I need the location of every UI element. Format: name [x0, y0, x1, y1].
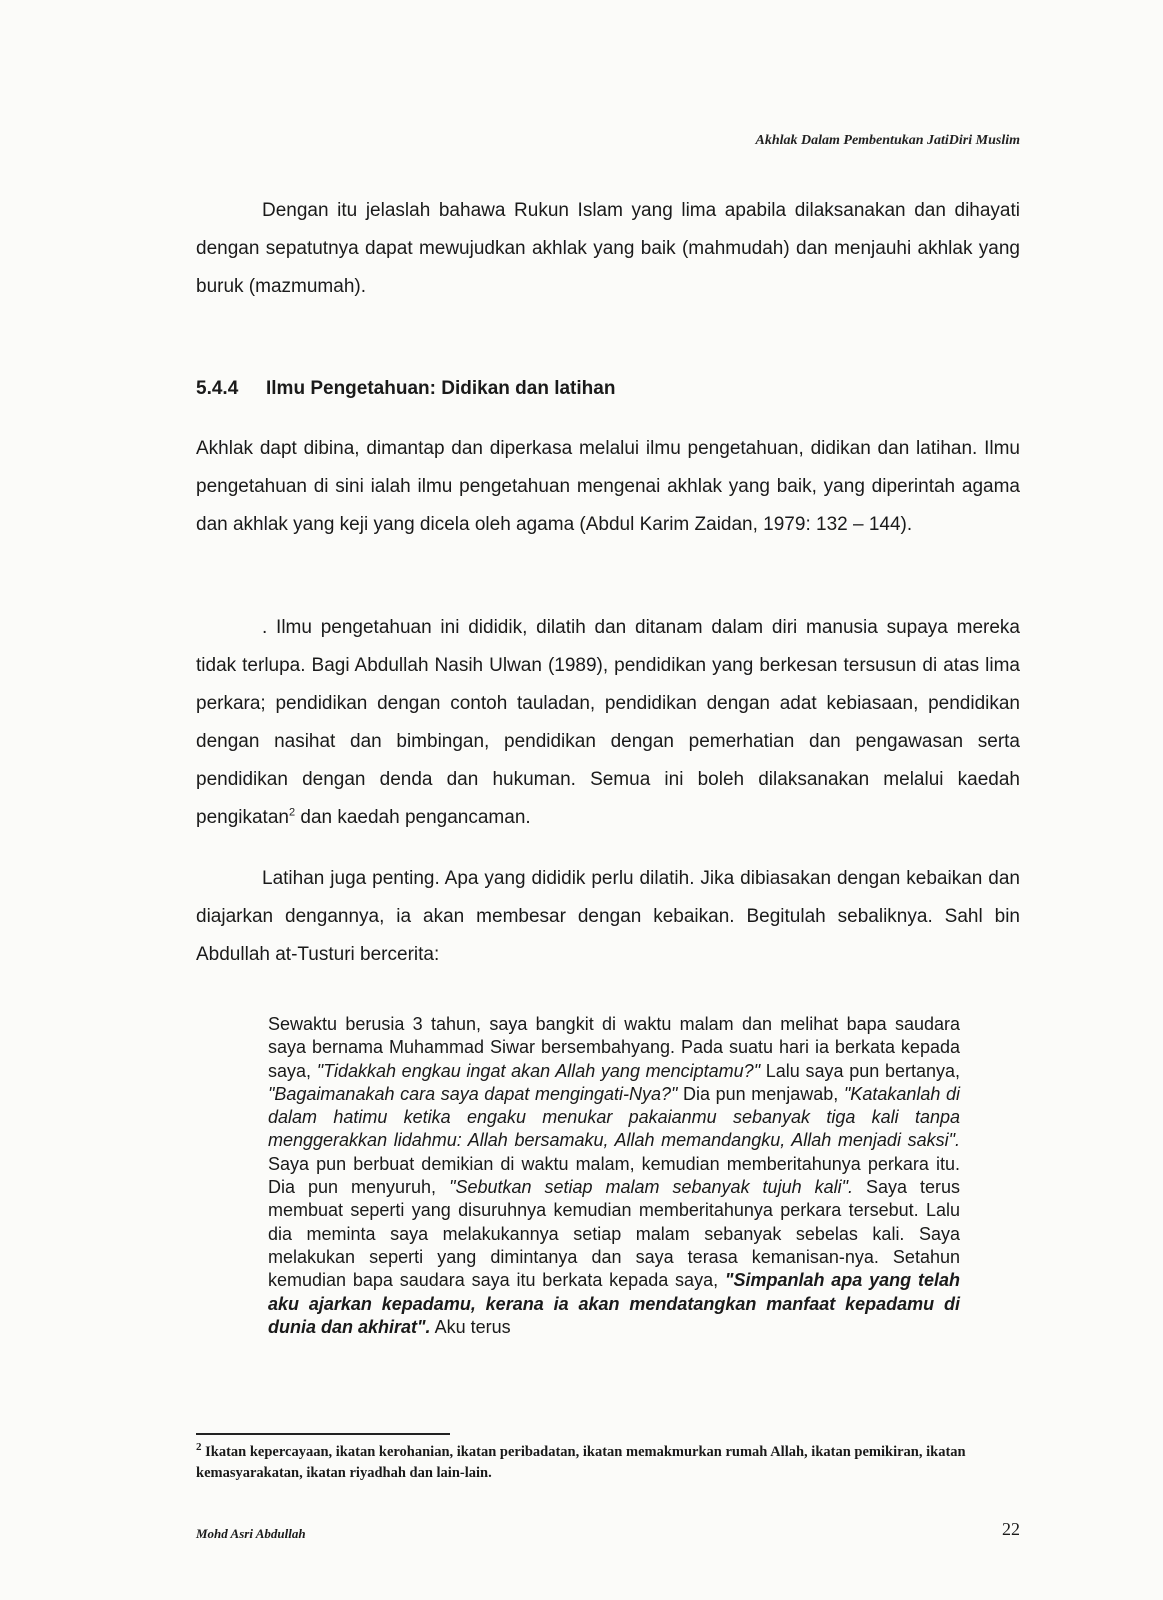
footer-author: Mohd Asri Abdullah	[196, 1526, 306, 1541]
footnote-mark: 2	[196, 1441, 202, 1454]
paragraph-pendidikan	[196, 609, 1020, 837]
quote-text-1: Sewaktu berusia 3 tahun, saya bangkit di waktu malam dan melihat bapa saudara saya bernama Muhammad Siwar bersembahyang. Pada suatu hari ia berkata kepada saya,	[268, 1014, 960, 1081]
paragraph-pendidikan-end: dan kaedah pengancaman.	[295, 807, 531, 828]
section-title: Ilmu Pengetahuan: Didikan dan latihan	[266, 378, 616, 399]
quote-text-6: Aku terus	[430, 1316, 511, 1337]
paragraph-pendidikan-text: . Ilmu pengetahuan ini dididik, dilatih dan ditanam dalam diri manusia supaya mereka tidak terlupa. Bagi Abdullah Nasih Ulwan (1989), pendidikan yang berkesan tersusun di atas lima perkara; pendidikan dengan contoh tauladan, pendidikan dengan adat kebiasaan, pendidikan dengan nasihat dan bimbingan, pendidikan dengan pemerhatian dan pengawasan serta pendidikan dengan denda dan hukuman. Semua ini boleh dilaksanakan melalui kaedah pengikatan	[196, 617, 1020, 828]
quote-italic-1: "Tidakkah engkau ingat akan Allah yang menciptamu?"	[316, 1060, 761, 1081]
page-number: 22	[1002, 1519, 1020, 1539]
paragraph-ilmu-pengetahuan: Akhlak dapt dibina, dimantap dan diperkasa melalui ilmu pengetahuan, didikan dan latihan. Ilmu pengetahuan di sini ialah ilmu pengetahuan mengenai akhlak yang baik, yang diperintah agama dan akhlak yang keji yang dicela oleh agama (Abdul Karim Zaidan, 1979: 132 – 144).	[196, 438, 1020, 535]
footnote-text: Ikatan kepercayaan, ikatan kerohanian, ikatan peribadatan, ikatan memakmurkan rumah Allah, ikatan pemikiran, ikatan kemasyarakatan, ikatan riyadhah dan lain-lain.	[196, 1444, 966, 1481]
paragraph-latihan: Latihan juga penting. Apa yang dididik perlu dilatih. Jika dibiasakan dengan kebaikan dan diajarkan dengannya, ia akan membesar dengan kebaikan. Begitulah sebaliknya. Sahl bin Abdullah at-Tusturi bercerita:	[196, 868, 1020, 965]
quote-italic-5: "Simpanlah apa yang telah aku ajarkan kepadamu, kerana ia akan mendatangkan manfaat kepadamu di dunia dan akhirat".	[268, 1270, 960, 1337]
running-header: Akhlak Dalam Pembentukan JatiDiri Muslim	[755, 133, 1020, 148]
paragraph-rukun-islam: Dengan itu jelaslah bahawa Rukun Islam yang lima apabila dilaksanakan dan dihayati dengan sepatutnya dapat mewujudkan akhlak yang baik (mahmudah) dan menjauhi akhlak yang buruk (mazmumah).	[196, 200, 1020, 297]
footnote	[196, 1442, 1016, 1484]
quote-text-2: Lalu saya pun bertanya,	[760, 1060, 960, 1081]
quote-text-4: Saya pun berbuat demikian di waktu malam, kemudian memberitahunya perkara itu. Dia pun menyuruh,	[268, 1153, 960, 1198]
quote-italic-2: "Bagaimanakah cara saya dapat mengingati-Nya?"	[268, 1083, 678, 1104]
quote-text-3: Dia pun menjawab,	[677, 1083, 844, 1104]
footnote-divider	[196, 1433, 450, 1435]
section-heading	[196, 378, 615, 400]
quote-italic-4: "Sebutkan setiap malam sebanyak tujuh kali".	[449, 1177, 853, 1198]
quote-text-5: Saya terus membuat seperti yang disuruhnya kemudian memberitahunya perkara tersebut. Lalu dia meminta saya melakukannya setiap malam sebanyak sebelas kali. Saya melakukan seperti yang dimintanya dan saya terasa kemanisan-nya. Setahun kemudian bapa saudara saya itu berkata kepada saya,	[268, 1177, 961, 1291]
block-quote	[268, 1013, 960, 1339]
section-number: 5.4.4	[196, 378, 239, 399]
quote-italic-3: "Katakanlah di dalam hatimu ketika engaku menukar pakaianmu sebanyak tiga kali tanpa menggerakkan lidahmu: Allah bersamaku, Allah memandangku, Allah menjadi saksi".	[268, 1083, 960, 1151]
footnote-reference: 2	[288, 806, 296, 819]
